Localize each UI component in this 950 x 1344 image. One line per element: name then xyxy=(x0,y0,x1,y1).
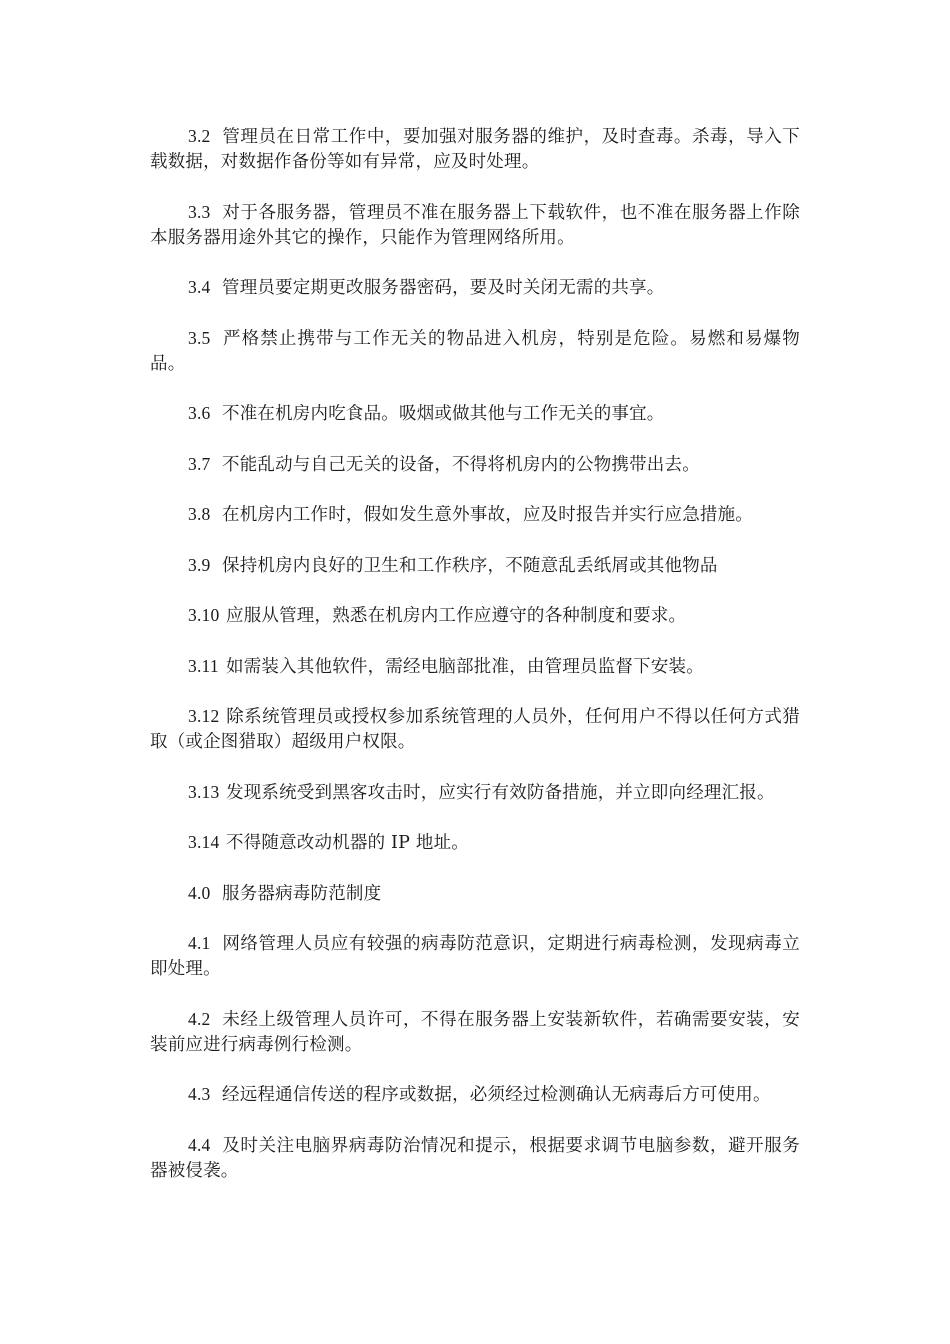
paragraph-3-10 xyxy=(150,603,800,629)
paragraph-3-9 xyxy=(150,553,800,579)
paragraph-number: 4.0 xyxy=(188,882,211,903)
paragraph-text: 及时关注电脑界病毒防治情况和提示，根据要求调节电脑参数，避开服务器被侵袭。 xyxy=(150,1135,800,1181)
paragraph-4-2 xyxy=(150,1007,800,1058)
paragraph-number: 4.3 xyxy=(188,1084,211,1104)
paragraph-text: 经远程通信传送的程序或数据，必须经过检测确认无病毒后方可使用。 xyxy=(222,1085,771,1105)
paragraph-3-6 xyxy=(150,401,800,427)
paragraph-number: 3.4 xyxy=(188,277,211,297)
section-heading-4-0 xyxy=(150,881,800,907)
paragraph-text: 除系统管理员或授权参加系统管理的人员外，任何用户不得以任何方式猎取（或企图猎取）超级用户权限。 xyxy=(150,707,800,752)
paragraph-3-5 xyxy=(150,326,800,377)
paragraph-text: 管理员在日常工作中，要加强对服务器的维护，及时查毒。杀毒，导入下载数据，对数据作备份等如有异常，应及时处理。 xyxy=(150,127,800,172)
paragraph-3-11 xyxy=(150,654,800,680)
paragraph-3-4 xyxy=(150,275,800,301)
paragraph-3-13 xyxy=(150,780,800,806)
paragraph-text: 管理员要定期更改服务器密码，要及时关闭无需的共享。 xyxy=(222,278,665,298)
paragraph-text: 不能乱动与自己无关的设备，不得将机房内的公物携带出去。 xyxy=(222,454,700,475)
paragraph-text: 服务器病毒防范制度 xyxy=(222,883,382,904)
paragraph-text: 应服从管理，熟悉在机房内工作应遵守的各种制度和要求。 xyxy=(226,606,687,626)
paragraph-number: 3.10 xyxy=(188,605,220,625)
paragraph-number: 3.6 xyxy=(188,403,211,423)
paragraph-3-14 xyxy=(150,830,800,856)
paragraph-text: 发现系统受到黑客攻击时，应实行有效防备措施，并立即向经理汇报。 xyxy=(226,782,775,803)
paragraph-3-3 xyxy=(150,200,800,251)
paragraph-number: 3.5 xyxy=(188,327,211,348)
paragraph-number: 4.4 xyxy=(188,1134,211,1155)
paragraph-number: 3.12 xyxy=(188,706,220,726)
paragraph-text: 如需装入其他软件，需经电脑部批准，由管理员监督下安装。 xyxy=(226,656,704,677)
paragraph-text: 严格禁止携带与工作无关的物品进入机房，特别是危险。易燃和易爆物品。 xyxy=(150,328,800,374)
paragraph-number: 3.11 xyxy=(188,655,219,676)
paragraph-4-3 xyxy=(150,1082,800,1108)
paragraph-number: 3.13 xyxy=(188,781,220,802)
paragraph-text: 在机房内工作时，假如发生意外事故，应及时报告并实行应急措施。 xyxy=(222,505,753,525)
paragraph-number: 3.3 xyxy=(188,201,211,222)
paragraph-text: 对于各服务器，管理员不准在服务器上下载软件，也不准在服务器上作除本服务器用途外其它的操作，只能作为管理网络所用。 xyxy=(150,202,800,248)
paragraph-number: 4.2 xyxy=(188,1008,211,1029)
paragraph-number: 3.2 xyxy=(188,126,211,146)
paragraph-4-1 xyxy=(150,931,800,982)
paragraph-number: 3.9 xyxy=(188,554,211,575)
paragraph-number: 3.8 xyxy=(188,504,211,524)
paragraph-text: 未经上级管理人员许可，不得在服务器上安装新软件，若确需要安装，安装前应进行病毒例行检测。 xyxy=(150,1009,800,1055)
paragraph-3-7 xyxy=(150,452,800,478)
paragraph-3-2 xyxy=(150,124,800,175)
paragraph-number: 3.7 xyxy=(188,453,211,474)
paragraph-text: 不得随意改动机器的 IP 地址。 xyxy=(226,833,470,853)
paragraph-text: 不准在机房内吃食品。吸烟或做其他与工作无关的事宜。 xyxy=(222,404,665,424)
document-page xyxy=(150,124,800,1208)
paragraph-text: 保持机房内良好的卫生和工作秩序，不随意乱丢纸屑或其他物品 xyxy=(222,555,718,576)
paragraph-4-4 xyxy=(150,1133,800,1184)
paragraph-number: 3.14 xyxy=(188,832,220,852)
paragraph-3-12 xyxy=(150,704,800,755)
paragraph-3-8 xyxy=(150,502,800,528)
paragraph-number: 4.1 xyxy=(188,933,211,953)
paragraph-text: 网络管理人员应有较强的病毒防范意识，定期进行病毒检测，发现病毒立即处理。 xyxy=(150,934,800,979)
